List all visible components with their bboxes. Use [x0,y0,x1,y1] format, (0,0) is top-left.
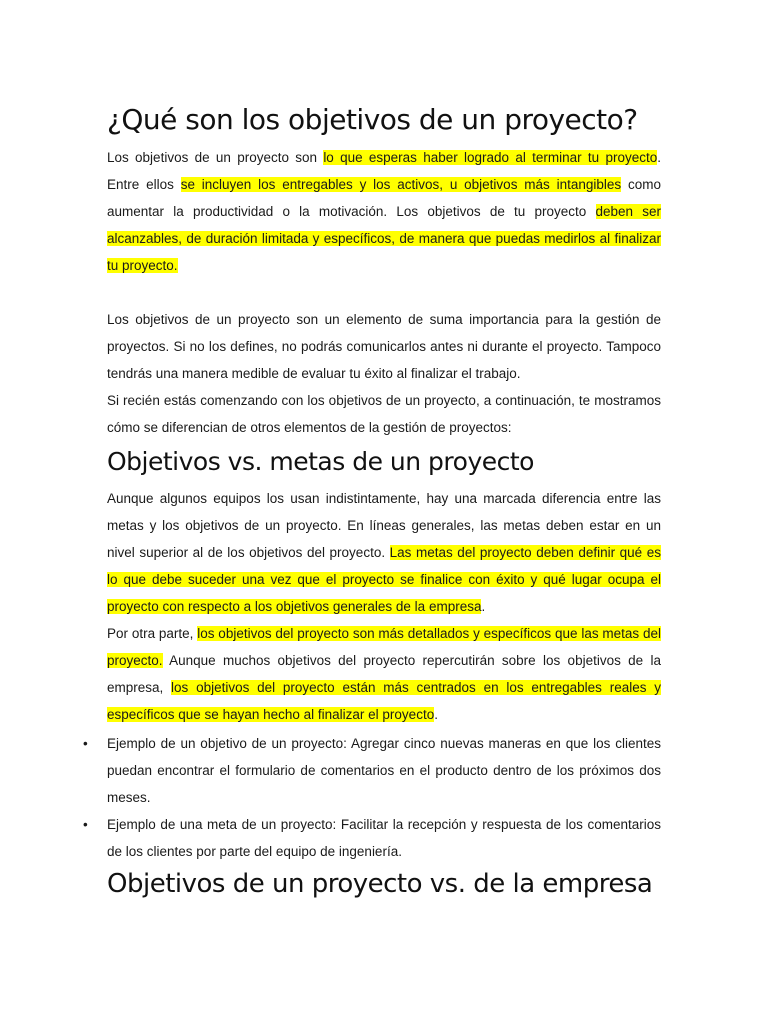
highlighted-text: deben ser alcanzables, de duración limitada y específicos, de manera que puedas medirlos al finalizar tu proyecto. [107,204,661,273]
text-run: Los objetivos de un proyecto son [107,150,324,165]
bullet-icon: • [83,817,88,832]
highlighted-text: Las metas del proyecto deben definir qué es lo que debe suceder una vez que el proyecto se finalice con éxito y qué lugar ocupa el proyecto con respecto a los objetivos generales de la empresa [107,545,662,614]
text-run: . [434,707,438,722]
highlighted-text: los objetivos del proyecto son más detallados y específicos que las metas del proyecto. [107,626,661,668]
paragraph-importance [107,306,661,387]
section-heading-empresa [107,866,661,902]
section-title-empresa: Objetivos de un proyecto vs. de la empresa [107,869,653,899]
page-title: ¿Qué son los objetivos de un proyecto? [107,103,638,136]
text-run: . [481,599,486,614]
bullet-list [83,730,661,865]
text-run: . Entre ellos [107,150,661,192]
list-item-text: Ejemplo de un objetivo de un proyecto: Agregar cinco nuevas maneras en que los clientes puedan encontrar el formulario de comentarios en el producto dentro de los próximos dos meses. [107,736,661,805]
objetivos-detalle-text [107,620,661,728]
list-item-text: Ejemplo de una meta de un proyecto: Facilitar la recepción y respuesta de los comentarios de los clientes por parte del equipo de ingeniería. [107,817,661,859]
importance-text: Los objetivos de un proyecto son un elemento de suma importancia para la gestión de proyectos. Si no los defines, no podrás comunicarlos antes ni durante el proyecto. Tampoco tendrás una manera medible de evaluar tu éxito al finalizar el trabajo. [107,312,661,381]
highlighted-text: lo que esperas haber logrado al terminar tu proyecto [323,150,658,165]
section-title-metas: Objetivos vs. metas de un proyecto [107,447,534,476]
paragraph-continuation [107,387,661,441]
bullet-icon: • [83,736,88,751]
section-heading-metas [107,444,661,480]
text-run: Aunque algunos equipos los usan indistintamente, hay una marcada diferencia entre las metas y los objetivos de un proyecto. En líneas generales, las metas deben estar en un nivel superior al de los objetivos del proyecto. [107,491,661,560]
text-run: como aumentar la productividad o la motivación. Los objetivos de tu proyecto [107,177,661,219]
highlighted-text: los objetivos del proyecto están más centrados en los entregables reales y específicos que se hayan hecho al finalizar el proyecto [107,680,661,722]
continuation-text: Si recién estás comenzando con los objetivos de un proyecto, a continuación, te mostramos cómo se diferencian de otros elementos de la gestión de proyectos: [107,393,661,435]
list-item [83,730,661,811]
paragraph-intro [107,144,661,279]
text-run: Aunque muchos objetivos del proyecto repercutirán sobre los objetivos de la empresa, [107,653,661,695]
intro-text [107,144,661,279]
list-item [83,811,661,865]
highlighted-text: se incluyen los entregables y los activos, u objetivos más intangibles [180,177,622,192]
paragraph-objetivos-detalle [107,620,661,728]
paragraph-metas [107,485,661,620]
text-run: Por otra parte, [107,626,198,641]
metas-text [107,485,661,620]
